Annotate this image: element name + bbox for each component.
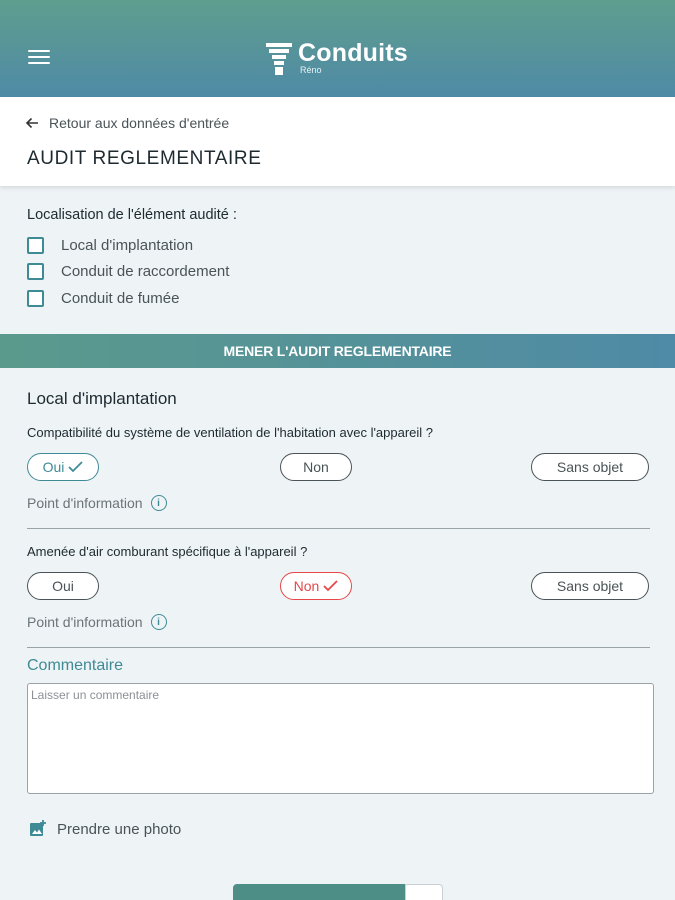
checkbox[interactable] (27, 237, 44, 254)
answer-label: Oui (52, 578, 74, 594)
checkbox[interactable] (27, 290, 44, 307)
add-photo-icon (29, 820, 47, 838)
question-ventilation: Compatibilité du système de ventilation de l'habitation avec l'appareil ? (27, 425, 434, 440)
checkbox-local-implantation[interactable] (27, 237, 193, 254)
app-subtitle: Réno (300, 65, 322, 75)
localisation-title: Localisation de l'élément audité : (27, 207, 237, 223)
answer-non-button[interactable] (280, 453, 352, 481)
page-title: AUDIT REGLEMENTAIRE (27, 148, 262, 169)
divider (27, 647, 650, 648)
info-icon[interactable]: i (151, 614, 167, 630)
take-photo-label: Prendre une photo (57, 820, 182, 838)
back-link[interactable] (25, 115, 229, 131)
app-logo (266, 40, 408, 80)
check-icon (323, 580, 338, 592)
info-label: Point d'information (27, 614, 143, 630)
checkbox-conduit-fumee[interactable] (27, 290, 179, 307)
next-button[interactable] (233, 884, 405, 900)
app-title: Conduits (298, 39, 408, 67)
menu-icon[interactable] (28, 50, 50, 68)
answer-oui-button[interactable] (27, 453, 99, 481)
info-point[interactable] (27, 614, 167, 630)
comment-input[interactable] (27, 683, 654, 794)
back-link-label: Retour aux données d'entrée (49, 115, 230, 131)
chimney-icon (266, 43, 292, 75)
answer-non-button[interactable] (280, 572, 352, 600)
answer-label: Non (303, 459, 329, 475)
checkbox[interactable] (27, 263, 44, 280)
checkbox-label: Conduit de raccordement (61, 263, 230, 280)
section-banner: MENER L'AUDIT REGLEMENTAIRE (0, 334, 675, 368)
check-icon (68, 461, 83, 473)
info-icon[interactable]: i (151, 495, 167, 511)
answer-sans-objet-button[interactable] (531, 453, 649, 481)
checkbox-label: Local d'implantation (61, 237, 194, 254)
info-label: Point d'information (27, 495, 143, 511)
answer-oui-button[interactable] (27, 572, 99, 600)
answer-label: Non (293, 578, 320, 594)
checkbox-conduit-raccordement[interactable] (27, 263, 229, 280)
checkbox-label: Conduit de fumée (61, 290, 180, 307)
answer-label: Sans objet (556, 459, 624, 475)
take-photo-button[interactable] (29, 820, 181, 838)
info-point[interactable] (27, 495, 167, 511)
arrow-left-icon (25, 116, 39, 130)
secondary-button[interactable] (405, 884, 443, 900)
question-air-comburant: Amenée d'air comburant spécifique à l'appareil ? (27, 544, 308, 559)
answer-label: Oui (42, 459, 65, 475)
app-bar (0, 0, 675, 97)
group-title: Local d'implantation (27, 389, 177, 408)
answer-sans-objet-button[interactable] (531, 572, 649, 600)
divider (27, 528, 650, 529)
comment-label: Commentaire (27, 657, 124, 674)
page-header (0, 97, 675, 186)
answer-label: Sans objet (556, 578, 624, 594)
